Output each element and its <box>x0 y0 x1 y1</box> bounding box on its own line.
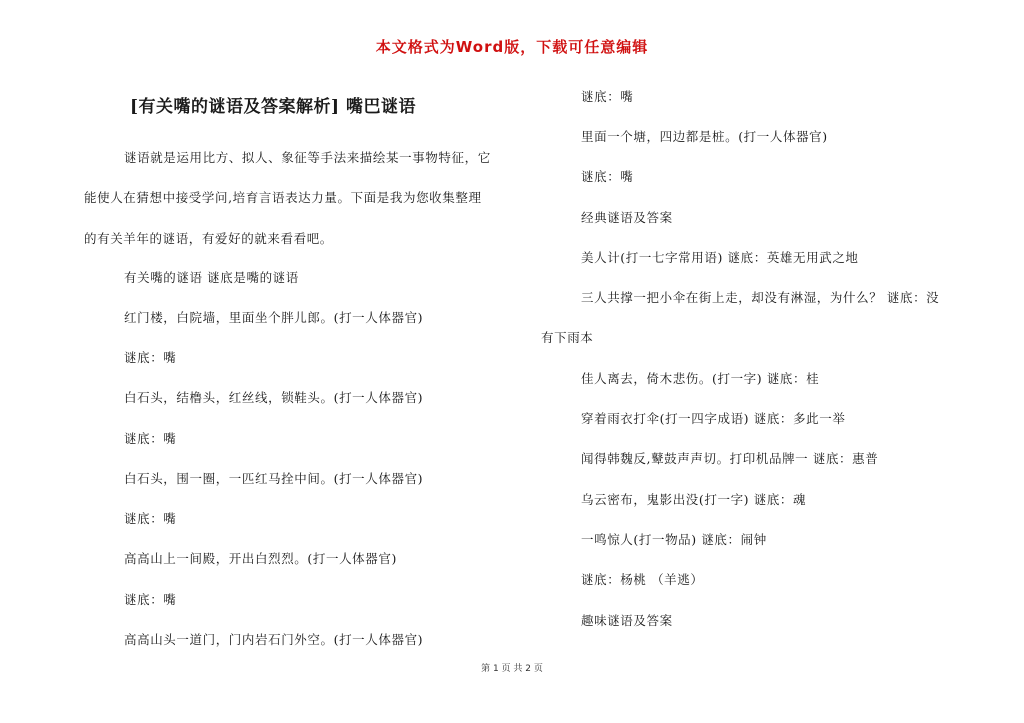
text-line: 能使人在猜想中接受学问,培育言语表达力量。下面是我为您收集整理 <box>84 190 482 205</box>
riddle-line: 白石头，围一圈，一匹红马拴中间。(打一人体器官) <box>124 471 424 486</box>
answer-line: 谜底：嘴 <box>124 431 177 446</box>
riddle-line: 高高山上一间殿，开出白烈烈。(打一人体器官) <box>124 551 397 566</box>
riddle-line: 三人共撑一把小伞在街上走，却没有淋湿，为什么？ 谜底：没 <box>581 290 940 305</box>
word-edit-banner: 本文格式为Word版，下载可任意编辑 <box>375 38 649 56</box>
text-line: 谜语就是运用比方、拟人、象征等手法来描绘某一事物特征，它 <box>124 150 491 165</box>
riddle-line: 穿着雨衣打伞(打一四字成语) 谜底：多此一举 <box>581 411 846 426</box>
riddle-line: 高高山头一道门，门内岩石门外空。(打一人体器官) <box>124 632 424 647</box>
riddle-line: 美人计(打一七字常用语) 谜底：英雄无用武之地 <box>581 250 859 265</box>
riddle-line: 里面一个塘，四边都是桩。(打一人体器官) <box>581 129 828 144</box>
answer-line: 谜底：杨桃 （羊逃） <box>581 572 704 587</box>
text-line: 的有关羊年的谜语，有爱好的就来看看吧。 <box>84 231 333 246</box>
answer-line: 谜底：嘴 <box>124 592 177 607</box>
answer-line: 谜底：嘴 <box>581 89 634 104</box>
riddle-line: 白石头，结橹头，红丝线，锁鞋头。(打一人体器官) <box>124 390 424 405</box>
riddle-line: 闻得韩魏反,鼙鼓声声切。打印机品牌一 谜底：惠普 <box>581 451 879 466</box>
document-title: [有关嘴的谜语及答案解析] 嘴巴谜语 <box>130 97 417 117</box>
page-number: 第 1 页 共 2 页 <box>481 664 543 674</box>
section-heading: 经典谜语及答案 <box>581 210 673 225</box>
answer-line: 谜底：嘴 <box>124 350 177 365</box>
riddle-line: 一鸣惊人(打一物品) 谜底：闹钟 <box>581 532 767 547</box>
answer-line: 谜底：嘴 <box>124 511 177 526</box>
riddle-line: 佳人离去，倚木悲伤。(打一字) 谜底：桂 <box>581 371 820 386</box>
riddle-line: 乌云密布，鬼影出没(打一字) 谜底：魂 <box>581 492 807 507</box>
section-heading: 趣味谜语及答案 <box>581 613 673 628</box>
riddle-line: 有下雨本 <box>541 330 594 345</box>
section-heading: 有关嘴的谜语 谜底是嘴的谜语 <box>124 270 299 285</box>
riddle-line: 红门楼，白院墙，里面坐个胖儿郎。(打一人体器官) <box>124 310 424 325</box>
answer-line: 谜底：嘴 <box>581 169 634 184</box>
